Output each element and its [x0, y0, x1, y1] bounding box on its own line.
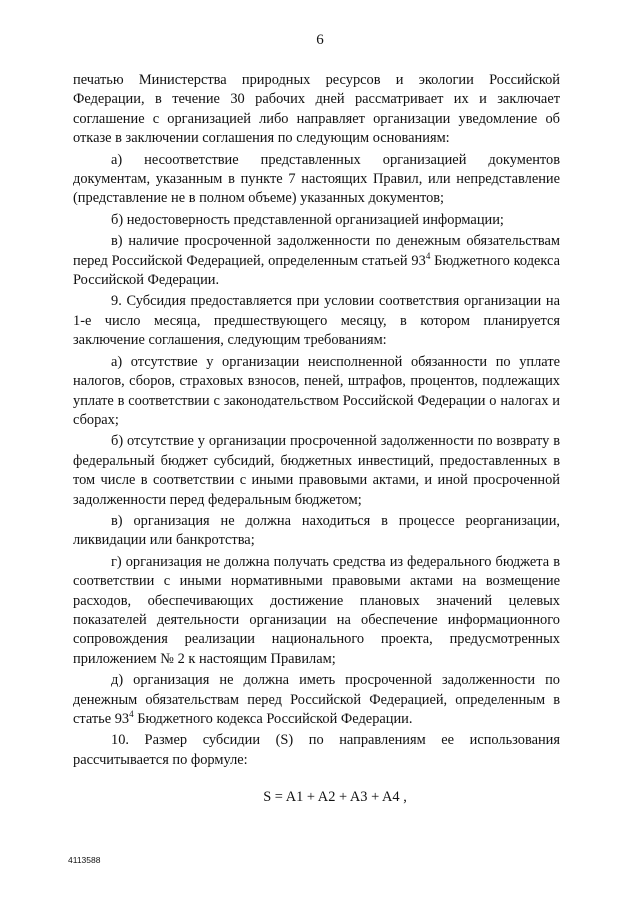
- paragraph-item-v: [73, 232, 560, 290]
- formula: S = A1 + A2 + A3 + A4 ,: [263, 789, 407, 805]
- superscript: 4: [425, 250, 431, 261]
- paragraph-item-v-tail: Бюджетного кодекса Российской Федерации.: [73, 252, 560, 289]
- superscript: 4: [129, 709, 134, 720]
- paragraph-req-v: в) организация не должна находиться в процессе реорганизации, ликвидации или банкротства;: [73, 512, 560, 549]
- paragraph-req-b: б) отсутствие у организации просроченной задолженности по возврату в федеральный бюджет субсидий, бюджетных инвестиций, предоставленных в том числе в соответствии с иными правовыми актами, и иной просроченной задолженности перед федеральным бюджетом;: [73, 433, 560, 508]
- paragraph-clause-9: 9. Субсидия предоставляется при условии соответствия организации на 1-е число месяца, предшествующего месяцу, в котором планируется заключение соглашения, следующим требованиям:: [73, 293, 560, 349]
- paragraph-clause-10: 10. Размер субсидии (S) по направлениям ее использования рассчитывается по формуле:: [73, 732, 560, 768]
- paragraph-req-g: г) организация не должна получать средства из федерального бюджета в соответствии с иными нормативными правовыми актами на возмещение расходов, обеспечивающих достижение плановых значений целевых показателей деятельности организации на обеспечение информационного сопровождения реализации национального проекта, предусмотренных приложением № 2 к настоящим Правилам;: [73, 553, 560, 667]
- body-text: [73, 71, 560, 770]
- paragraph-intro: печатью Министерства природных ресурсов и экологии Российской Федерации, в течение 30 рабочих дней рассматривает их и заключает соглашение с организацией либо направляет организации уведомление об отказе в заключении соглашения по следующим основаниям:: [73, 72, 560, 147]
- page-number: 6: [316, 32, 324, 48]
- paragraph-req-d-tail: Бюджетного кодекса Российской Федерации.: [133, 711, 413, 727]
- paragraph-item-v-text: в) наличие просроченной задолженности по денежным обязательствам перед Российской Федерацией, определенным статьей 93: [73, 233, 560, 269]
- paragraph-item-b: б) недостоверность представленной организацией информации;: [111, 211, 504, 228]
- paragraph-item-a: а) несоответствие представленных организацией документов документам, указанным в пункте 7 настоящих Правил, или непредставление (представление не в полном объеме) указанных документов;: [73, 151, 560, 207]
- paragraph-req-a: а) отсутствие у организации неисполненной обязанности по уплате налогов, сборов, страховых взносов, пеней, штрафов, процентов, подлежащих уплате в соответствии с законодательством Российской Федерации о налогах и сборах;: [73, 353, 560, 428]
- paragraph-req-d-text: д) организация не должна иметь просроченной задолженности по денежным обязательствам перед Российской Федерацией, определенным в статье 93: [73, 672, 560, 727]
- paragraph-req-d: [73, 671, 560, 729]
- document-code: 4113588: [68, 855, 101, 865]
